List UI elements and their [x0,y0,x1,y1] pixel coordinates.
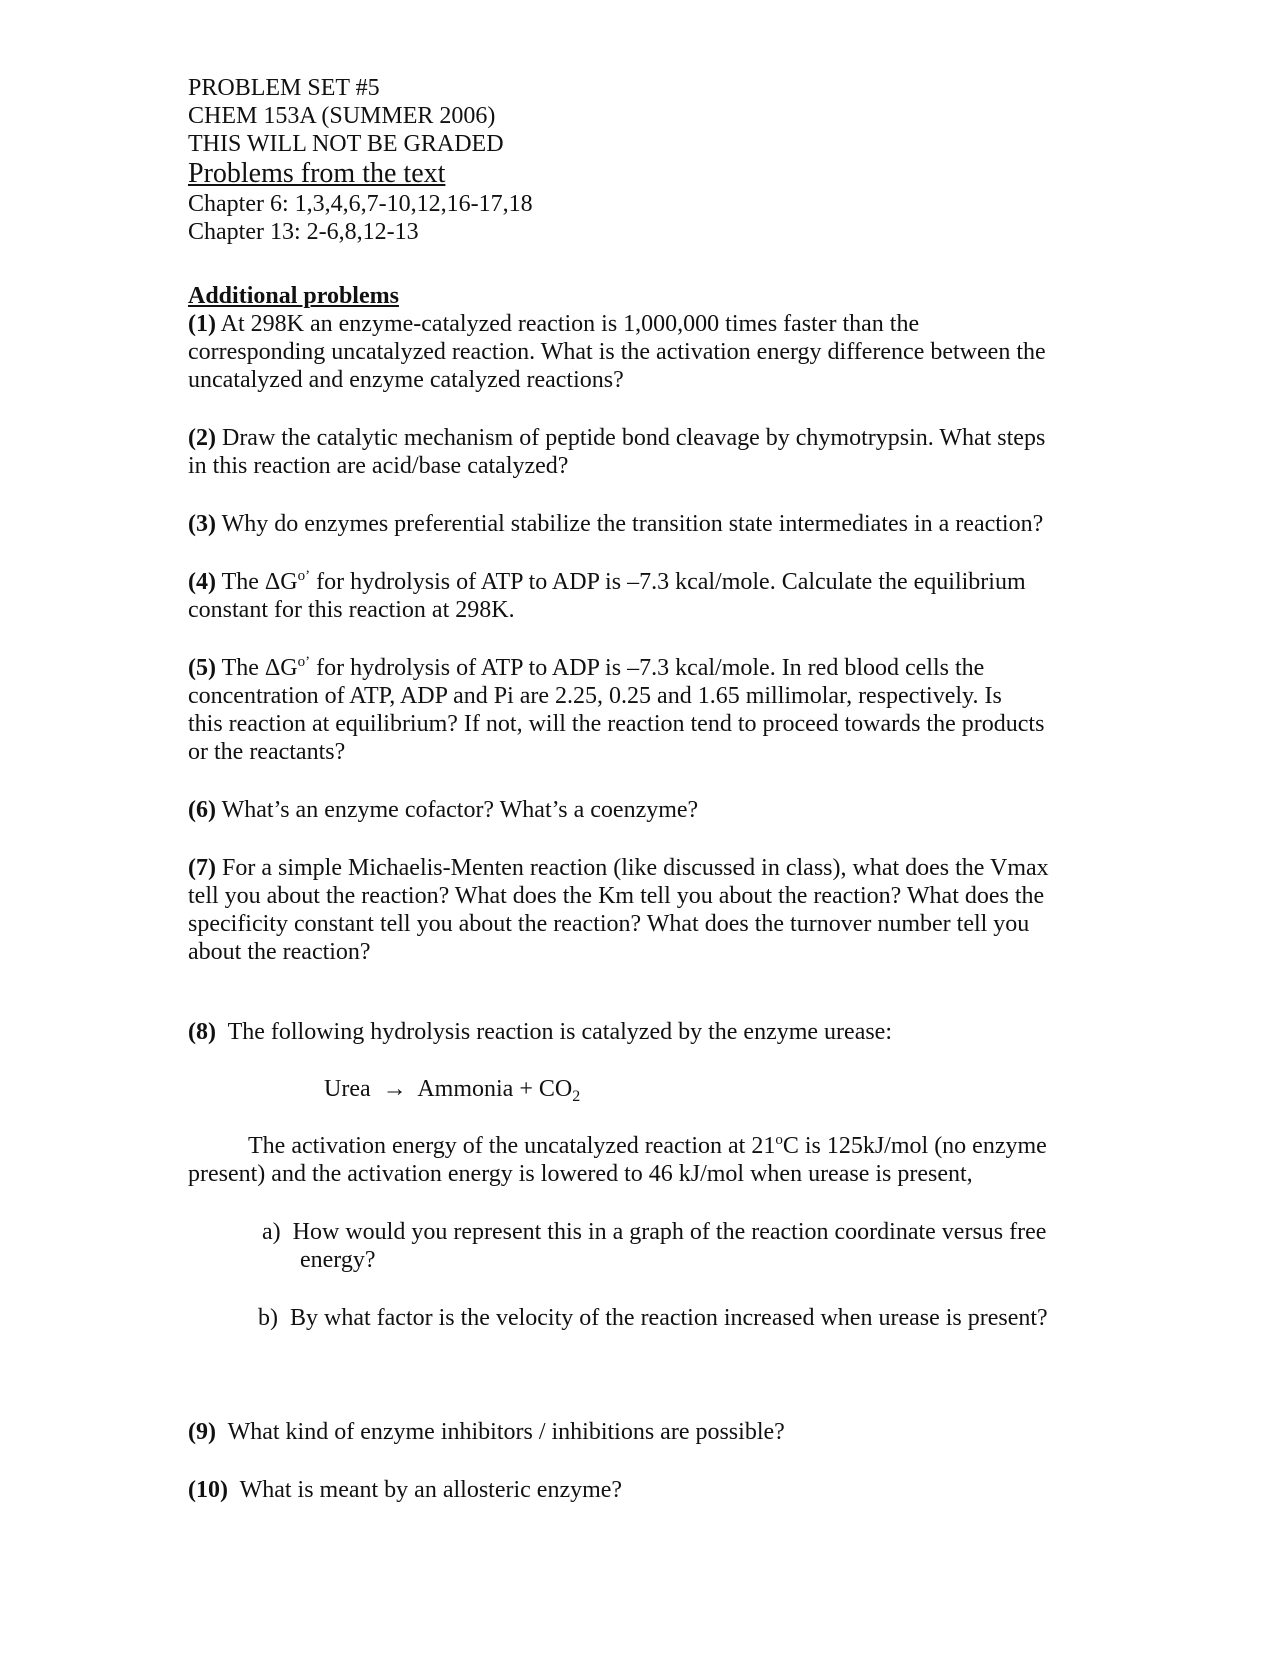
equation-reactant: Urea [324,1076,371,1102]
course-name: CHEM 153A (SUMMER 2006) [188,103,496,129]
question-text: about the reaction? [188,939,371,965]
question-2 [188,424,1088,480]
question-text: for hydrolysis of ATP to ADP is –7.3 kcal/mole. In red blood cells the [310,655,985,681]
question-8b [258,1304,1098,1332]
subquestion-text: energy? [300,1247,376,1273]
question-text: The following hydrolysis reaction is catalyzed by the enzyme urease: [227,1019,893,1045]
question-number: (1) [188,311,216,337]
superscript: o’ [297,568,311,584]
additional-problems-heading: Additional problems [188,283,399,309]
question-text: Draw the catalytic mechanism of peptide bond cleavage by chymotrypsin. What steps [221,425,1046,451]
degree-superscript: o [775,1132,783,1148]
subscript: 2 [572,1088,581,1105]
superscript: o’ [297,654,311,670]
question-number: (10) [188,1477,228,1503]
question-8-context [188,1132,1108,1188]
chapter-6-problems: Chapter 6: 1,3,4,6,7-10,12,16-17,18 [188,191,533,217]
question-text: uncatalyzed and enzyme catalyzed reactions? [188,367,624,393]
question-text: corresponding uncatalyzed reaction. What is the activation energy difference between the [188,339,1046,365]
text-problems-heading: Problems from the text [188,158,446,189]
question-number: (3) [188,511,216,537]
subquestion-label: a) [262,1219,281,1245]
question-text: constant for this reaction at 298K. [188,597,515,623]
question-3 [188,510,1088,538]
urea-equation [324,1075,1224,1103]
question-8a [262,1218,1102,1274]
question-text: The ΔG [221,569,298,595]
question-number: (4) [188,569,216,595]
question-1 [188,310,1088,394]
question-text: At 298K an enzyme-catalyzed reaction is 1,000,000 times faster than the [220,311,920,337]
header-title: PROBLEM SET #5 [188,75,380,101]
question-text: specificity constant tell you about the reaction? What does the turnover number tell you [188,911,1030,937]
question-text: What’s an enzyme cofactor? What’s a coenzyme? [221,797,699,823]
context-text: C is 125kJ/mol (no enzyme [782,1133,1047,1159]
arrow-icon: → [382,1076,407,1102]
question-number: (7) [188,855,216,881]
question-text: tell you about the reaction? What does the Km tell you about the reaction? What does the [188,883,1045,909]
question-text: concentration of ATP, ADP and Pi are 2.25, 0.25 and 1.65 millimolar, respectively. Is [188,683,1002,709]
subquestion-text: By what factor is the velocity of the reaction increased when urease is present? [290,1305,1048,1331]
question-5 [188,654,1088,766]
question-8 [188,1018,1088,1046]
additional-problems-heading-block [188,282,1088,310]
question-number: (2) [188,425,216,451]
question-text: in this reaction are acid/base catalyzed? [188,453,569,479]
context-text: The activation energy of the uncatalyzed reaction at 21 [248,1133,776,1159]
question-number: (5) [188,655,216,681]
question-10 [188,1476,1088,1504]
subquestion-text: How would you represent this in a graph of the reaction coordinate versus free [292,1219,1047,1245]
question-text: this reaction at equilibrium? If not, will the reaction tend to proceed towards the products [188,711,1045,737]
question-number: (9) [188,1419,216,1445]
question-text: What is meant by an allosteric enzyme? [239,1477,623,1503]
question-text: for hydrolysis of ATP to ADP is –7.3 kcal/mole. Calculate the equilibrium [310,569,1026,595]
equation-products: Ammonia + CO [417,1076,573,1102]
header [188,74,1088,246]
question-text: What kind of enzyme inhibitors / inhibitions are possible? [227,1419,785,1445]
question-text: For a simple Michaelis-Menten reaction (like discussed in class), what does the Vmax [221,855,1049,881]
question-text: Why do enzymes preferential stabilize the transition state intermediates in a reaction? [221,511,1044,537]
question-7 [188,854,1088,966]
question-6 [188,796,1088,824]
subquestion-label: b) [258,1305,278,1331]
question-number: (6) [188,797,216,823]
question-4 [188,568,1088,624]
grading-note: THIS WILL NOT BE GRADED [188,131,504,157]
question-9 [188,1418,1088,1446]
question-text: or the reactants? [188,739,346,765]
context-text: present) and the activation energy is lowered to 46 kJ/mol when urease is present, [188,1161,973,1187]
question-number: (8) [188,1019,216,1045]
question-text: The ΔG [221,655,298,681]
chapter-13-problems: Chapter 13: 2-6,8,12-13 [188,219,419,245]
